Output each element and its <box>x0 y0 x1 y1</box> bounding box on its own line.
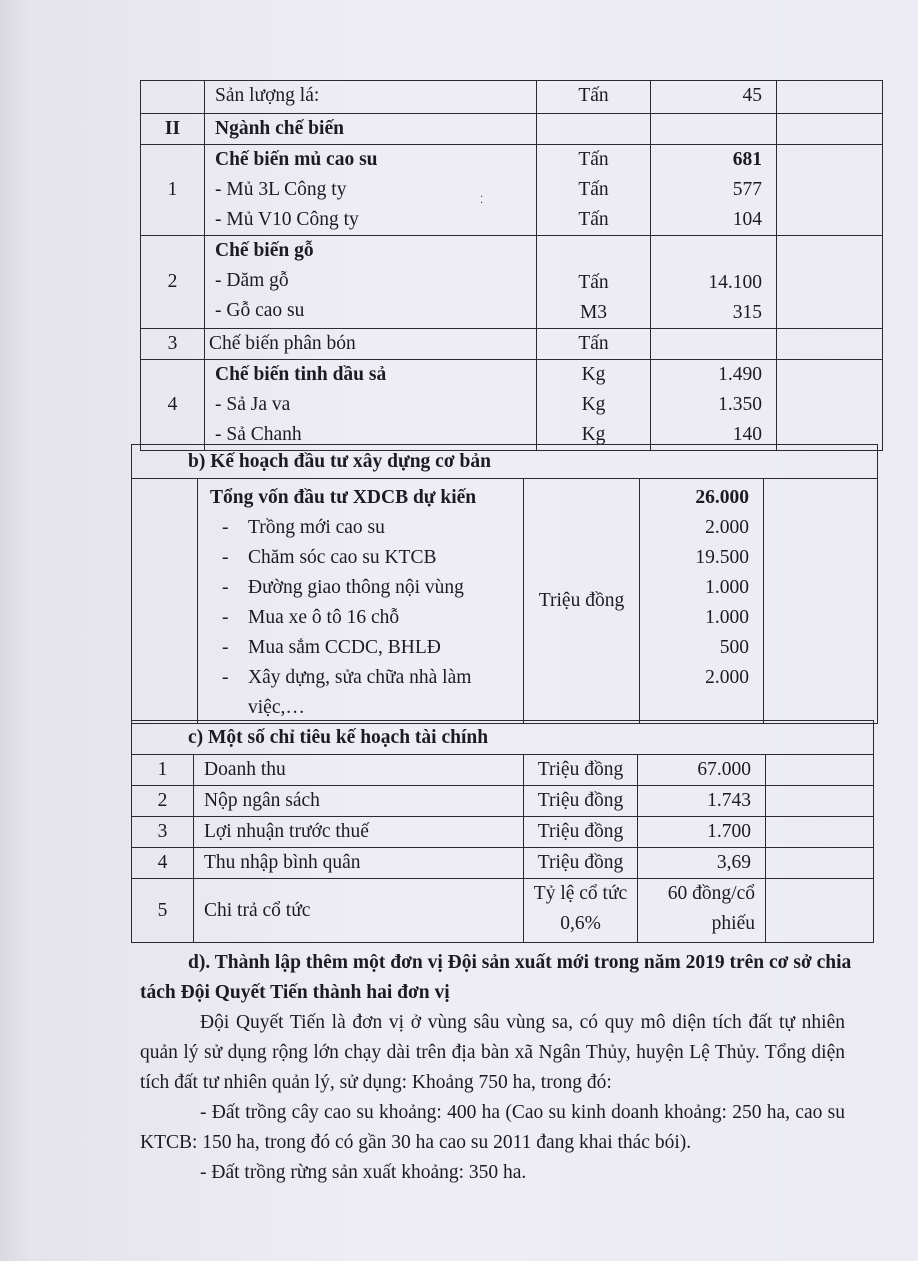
scan-edge <box>0 0 34 1261</box>
note-cell <box>766 848 874 879</box>
table-row <box>132 817 874 848</box>
item-name: Mua sắm CCDC, BHLĐ <box>248 637 441 658</box>
value-cell: 45 <box>651 81 777 114</box>
section-d-heading: d). Thành lập thêm một đơn vị Đội sản xuất mới trong năm 2019 trên cơ sở chia tách Đội Quyết Tiến thành hai đơn vị <box>140 952 852 1003</box>
value-cell: 1.000 <box>705 577 749 598</box>
unit-cell: Triệu đồng <box>524 848 638 879</box>
list-item: - Trồng mới cao su <box>210 513 523 543</box>
list-item: - Xây dựng, sửa chữa nhà làm việc,… <box>210 663 523 723</box>
list-item: - Mua xe ô tô 16 chỗ <box>210 603 523 633</box>
name-cell: Nộp ngân sách <box>194 786 524 817</box>
name-cell: Thu nhập bình quân <box>194 848 524 879</box>
value-cell <box>651 114 777 145</box>
value-cell: 1.350 <box>718 394 762 415</box>
unit-cell: Triệu đồng <box>524 755 638 786</box>
note-cell <box>777 81 883 114</box>
note-cell <box>766 786 874 817</box>
name-cell: Doanh thu <box>194 755 524 786</box>
unit-cell: Tấn <box>578 149 609 170</box>
table-row <box>141 81 883 114</box>
finance-table <box>131 720 874 943</box>
stt-cell: 5 <box>132 879 194 943</box>
value-cell: 500 <box>719 637 749 658</box>
name-cell: Chế biến phân bón <box>205 329 537 360</box>
item-name: Xây dựng, sửa chữa nhà làm việc,… <box>248 667 472 718</box>
value-cell: 140 <box>732 424 762 445</box>
unit-cell: Triệu đồng <box>524 817 638 848</box>
note-cell <box>777 236 883 329</box>
table-row <box>132 786 874 817</box>
table-row <box>141 360 883 451</box>
unit-cell: Tỷ lệ cổ tức 0,6% <box>524 879 638 943</box>
group-title: Chế biến gỗ <box>215 240 314 261</box>
production-table <box>140 80 883 451</box>
value-cell: 2.000 <box>705 667 749 688</box>
list-item: - Đường giao thông nội vùng <box>210 573 523 603</box>
group-item: - Sả Chanh <box>215 424 302 445</box>
table-row <box>132 721 874 755</box>
unit-cell <box>537 114 651 145</box>
value-cell: 681 <box>732 149 762 170</box>
item-name: Đường giao thông nội vùng <box>248 577 464 598</box>
name-cell: Chi trả cổ tức <box>194 879 524 943</box>
value-cell: 2.000 <box>705 517 749 538</box>
stt-cell: 4 <box>141 360 205 451</box>
table-row <box>132 755 874 786</box>
table-row <box>141 145 883 236</box>
value-cell: 104 <box>732 209 762 230</box>
table-row <box>141 114 883 145</box>
group-item: - Dăm gỗ <box>215 270 289 291</box>
stt-cell: II <box>141 114 205 145</box>
value-cell: 1.000 <box>705 607 749 628</box>
unit-cell: Kg <box>581 364 606 385</box>
total-label: Tổng vốn đầu tư XDCB dự kiến <box>210 487 477 508</box>
group-item: - Mủ V10 Công ty <box>215 209 359 230</box>
stt-cell <box>141 81 205 114</box>
unit-cell: Tấn <box>578 272 609 293</box>
paragraph: - Đất trồng rừng sản xuất khoảng: 350 ha. <box>200 1162 527 1183</box>
table-row <box>141 329 883 360</box>
name-cell: Sản lượng lá: <box>205 81 537 114</box>
value-cell: 577 <box>732 179 762 200</box>
note-cell <box>766 817 874 848</box>
value-cell: 1.700 <box>638 817 766 848</box>
unit-cell: Tấn <box>578 179 609 200</box>
note-cell <box>777 329 883 360</box>
list-item: - Chăm sóc cao su KTCB <box>210 543 523 573</box>
group-title: Chế biến tinh dầu sả <box>215 364 387 385</box>
table-row <box>132 879 874 943</box>
item-name: Trồng mới cao su <box>248 517 385 538</box>
note-cell <box>764 479 878 724</box>
stt-cell: 4 <box>132 848 194 879</box>
unit-cell: Tấn <box>537 81 651 114</box>
stt-cell: 1 <box>132 755 194 786</box>
list-item: - Mua sắm CCDC, BHLĐ <box>210 633 523 663</box>
unit-cell: M3 <box>579 302 608 323</box>
value-cell: 315 <box>732 302 762 323</box>
unit-cell: Kg <box>581 394 606 415</box>
name-cell: Ngành chế biến <box>205 114 537 145</box>
unit-cell: Triệu đồng <box>524 479 640 724</box>
unit-cell: Tấn <box>578 209 609 230</box>
value-cell: 60 đồng/cổ phiếu <box>638 879 766 943</box>
table-row <box>141 236 883 329</box>
item-name: Chăm sóc cao su KTCB <box>248 547 437 568</box>
group-item: - Mủ 3L Công ty <box>215 179 347 200</box>
total-value: 26.000 <box>695 487 749 508</box>
group-item: - Gỗ cao su <box>215 300 305 321</box>
investment-table <box>131 444 878 724</box>
group-item: - Sả Ja va <box>215 394 291 415</box>
value-cell <box>651 329 777 360</box>
unit-cell: Triệu đồng <box>524 786 638 817</box>
value-cell: 14.100 <box>708 272 762 293</box>
group-title: Chế biến mủ cao su <box>215 149 378 170</box>
table-row <box>132 848 874 879</box>
section-b-title: b) Kế hoạch đầu tư xây dựng cơ bản <box>132 445 878 479</box>
value-cell: 67.000 <box>638 755 766 786</box>
stt-cell <box>132 479 198 724</box>
value-cell: 1.743 <box>638 786 766 817</box>
note-cell <box>777 360 883 451</box>
stt-cell: 2 <box>141 236 205 329</box>
paragraph: - Đất trồng cây cao su khoảng: 400 ha (Cao su kinh doanh khoảng: 250 ha, cao su KTCB: 150 ha, trong đó có gần 30 ha cao su 2011 đang khai thác bói). <box>140 1102 845 1153</box>
note-cell <box>766 755 874 786</box>
name-cell: Lợi nhuận trước thuế <box>194 817 524 848</box>
stt-cell: 3 <box>141 329 205 360</box>
note-cell <box>766 879 874 943</box>
scan-speck: ⁚ <box>480 195 484 206</box>
unit-cell: Tấn <box>537 329 651 360</box>
note-cell <box>777 114 883 145</box>
stt-cell: 3 <box>132 817 194 848</box>
note-cell <box>777 145 883 236</box>
value-cell: 19.500 <box>695 547 749 568</box>
unit-cell: Kg <box>581 424 606 445</box>
value-cell: 3,69 <box>638 848 766 879</box>
stt-cell: 2 <box>132 786 194 817</box>
value-cell: 1.490 <box>718 364 762 385</box>
item-name: Mua xe ô tô 16 chỗ <box>248 607 400 628</box>
table-row <box>132 479 878 724</box>
table-row <box>132 445 878 479</box>
stt-cell: 1 <box>141 145 205 236</box>
paragraph: Đội Quyết Tiến là đơn vị ở vùng sâu vùng sa, có quy mô diện tích đất tự nhiên quản lý sử dụng rộng lớn chạy dài trên địa bàn xã Ngân Thủy, huyện Lệ Thủy. Tổng diện tích đất tư nhiên quản lý, sử dụng: Khoảng 750 ha, trong đó: <box>140 1012 845 1093</box>
section-c-title: c) Một số chỉ tiêu kế hoạch tài chính <box>132 721 874 755</box>
